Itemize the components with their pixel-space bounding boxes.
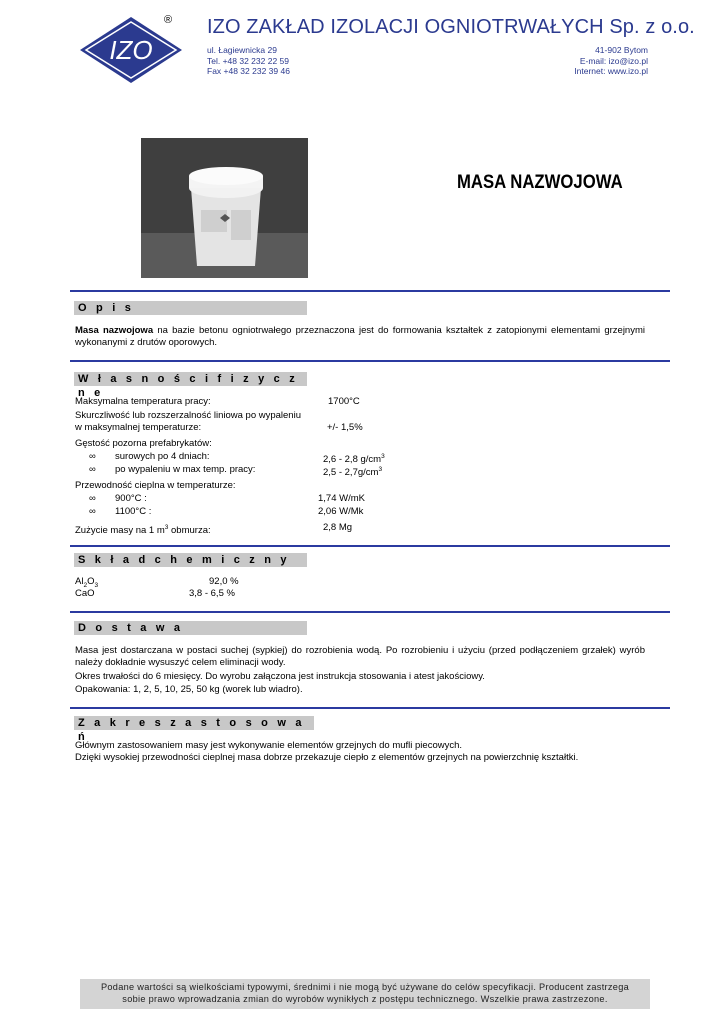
alumina-sub2: 2 <box>83 581 88 589</box>
applications-paragraph-2: Dzięki wysokiej przewodności cieplnej masa dobrze przekazuje ciepło z elementów grzejnych na powierzchnię kształtki. <box>75 752 579 763</box>
footer-disclaimer <box>80 979 650 1009</box>
infinity-bullet-icon: ∞ <box>89 506 96 517</box>
max-temp-value: 1700°C <box>328 396 360 407</box>
cond-900-label: 900°C : <box>115 493 147 504</box>
company-name: IZO ZAKŁAD IZOLACJI OGNIOTRWAŁYCH Sp. z o.o. <box>207 16 695 38</box>
infinity-bullet-icon: ∞ <box>89 464 96 475</box>
cube-superscript: 3 <box>378 466 383 473</box>
density-fired-text: 2,5 - 2,7g/cm <box>323 467 379 479</box>
section-heading-properties: W ł a s n o ś c i f i z y c z n e <box>74 372 307 386</box>
address-right <box>574 45 648 77</box>
alumina-value: 92,0 % <box>209 576 239 587</box>
shrinkage-value: +/- 1,5% <box>327 422 363 433</box>
website-address: Internet: www.izo.pl <box>574 66 648 76</box>
alumina-o: O <box>87 576 95 587</box>
fax-number: Fax +48 32 232 39 46 <box>207 66 290 76</box>
shrinkage-label <box>75 410 301 434</box>
product-photo <box>141 138 308 278</box>
section-heading-delivery: D o s t a w a <box>74 621 307 635</box>
delivery-paragraph-2: Okres trwałości do 6 miesięcy. Do wyrobu załączona jest instrukcja stosowania i atest jakościowy. <box>75 671 485 682</box>
density-raw-text: 2,6 - 2,8 g/cm <box>323 454 382 466</box>
shrinkage-label-line1: Skurczliwość lub rozszerzalność liniowa po wypaleniu <box>75 410 301 421</box>
street-address: ul. Łagiewnicka 29 <box>207 45 277 55</box>
alumina-sub3: 3 <box>94 581 99 589</box>
section-divider <box>70 707 670 709</box>
usage-label-text: Zużycie masy na 1 m <box>75 525 165 537</box>
delivery-paragraph-3: Opakowania: 1, 2, 5, 10, 25, 50 kg (worek lub wiadro). <box>75 684 303 695</box>
footer-line-2: sobie prawo wprowadzania zmian do wyrobów wynikłych z postępu technicznego. Wszelkie prawa zastrzezone. <box>122 994 608 1004</box>
logo-text: IZO <box>109 35 153 65</box>
cube-superscript: 3 <box>381 453 385 460</box>
applications-paragraph-1: Głównym zastosowaniem masy jest wykonywanie elementów grzejnych do mufli piecowych. <box>75 740 463 751</box>
section-heading-composition: S k ł a d c h e m i c z n y <box>74 553 307 567</box>
address-left <box>207 45 290 77</box>
cube-superscript: 3 <box>164 524 169 531</box>
registered-mark: ® <box>164 14 173 26</box>
description-text: na bazie betonu ogniotrwałego przeznaczona jest do formowania kształtek z zatopionymi elementami grzejnymi wykonanymi z drutów oporowych. <box>75 325 645 348</box>
density-label: Gęstość pozorna prefabrykatów: <box>75 438 212 449</box>
infinity-bullet-icon: ∞ <box>89 493 96 504</box>
section-heading-applications: Z a k r e s z a s t o s o w a ń <box>74 716 314 730</box>
usage-value: 2,8 Mg <box>323 522 353 533</box>
product-name-bold: Masa nazwojowa <box>75 325 154 336</box>
section-divider <box>70 290 670 292</box>
density-raw-label: surowych po 4 dniach: <box>115 451 210 462</box>
section-heading-opis: O p i s <box>74 301 307 315</box>
density-fired-value <box>323 464 382 479</box>
postal-city: 41-902 Bytom <box>595 45 648 55</box>
email-address: E-mail: izo@izo.pl <box>579 55 648 66</box>
section-divider <box>70 545 670 547</box>
delivery-paragraph-1: Masa jest dostarczana w postaci suchej (sypkiej) do rozrobienia wodą. Po rozrobieniu i użyciu (przed podłączeniem grzałek) wyrób należy dokładnie wysuszyć celem eliminacji wody. <box>75 645 645 668</box>
conductivity-label: Przewodność cieplna w temperaturze: <box>75 480 236 491</box>
max-temp-label: Maksymalna temperatura pracy: <box>75 396 211 407</box>
phone-number: Tel. +48 32 232 22 59 <box>207 55 289 66</box>
cond-900-value: 1,74 W/mK <box>318 493 365 504</box>
usage-label <box>75 522 211 537</box>
section-divider <box>70 611 670 613</box>
description-paragraph <box>75 325 645 349</box>
usage-label-suffix: obmurza: <box>168 525 211 537</box>
cao-value: 3,8 - 6,5 % <box>189 588 235 599</box>
alumina-al: Al <box>75 576 84 587</box>
cond-1100-label: 1100°C : <box>115 506 152 517</box>
infinity-bullet-icon: ∞ <box>89 451 96 462</box>
shrinkage-label-line2: w maksymalnej temperaturze: <box>75 422 202 433</box>
cond-1100-value: 2,06 W/Mk <box>318 506 364 517</box>
cao-label: CaO <box>75 588 95 599</box>
section-divider <box>70 360 670 362</box>
product-title: MASA NAZWOJOWA <box>457 172 623 193</box>
density-fired-label: po wypaleniu w max temp. pracy: <box>115 464 256 475</box>
footer-line-1: Podane wartości są wielkościami typowymi, średnimi i nie mogą być używane do celów specyfikacji. Producent zastrzega <box>100 982 630 992</box>
